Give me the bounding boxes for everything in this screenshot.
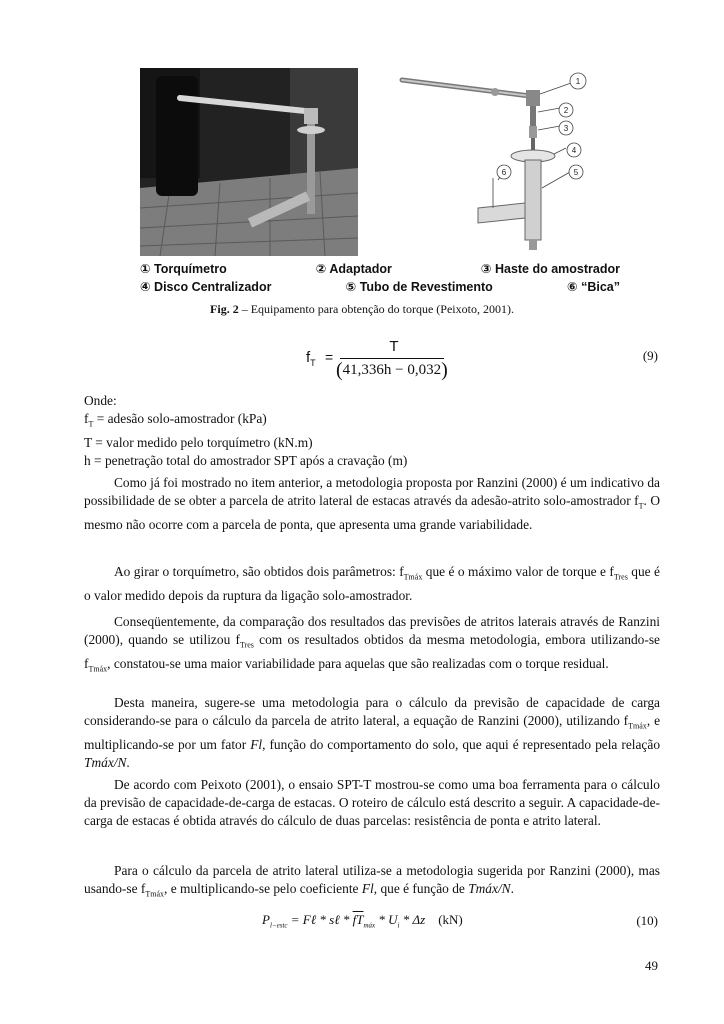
callout-1: 1 [575, 77, 581, 86]
equation-9-number: (9) [642, 348, 658, 363]
eq9-equals: = [325, 349, 334, 365]
definition-item: $f_T$ = adesão solo-amostrador (kPa) [84, 411, 267, 429]
eq9-lhs: $f_T$ [306, 349, 316, 368]
page-number: 49 [645, 958, 658, 973]
legend-item: ① Torquímetro [140, 262, 227, 276]
caption-text: – Equipamento para obtenção do torque (Peixoto, 2001). [238, 302, 514, 316]
definition-item: T = valor medido pelo torquímetro (kN.m) [84, 435, 313, 451]
callout-5: 5 [573, 168, 579, 177]
legend-item: ⑥ “Bica” [567, 280, 620, 294]
callout-3: 3 [563, 124, 569, 133]
equation-10-number: (10) [636, 913, 658, 928]
equation-9 [300, 336, 460, 382]
callout-4: 4 [571, 146, 577, 155]
paragraph-3: Conseqüentemente, da comparação dos resultados das previsões de atritos laterais através de Ranzini (2000), quando se utilizou $f_{Tres}$ com os resultados obtidos da mesma metodologia, embora utilizando-se $f_{Tmáx}$, constatou-se uma maior variabilidade para aquelas que são realizadas com o torque residual. [84, 614, 660, 674]
equipment-photo [140, 68, 358, 256]
figure-caption [0, 302, 724, 317]
legend-item: ③ Haste do amostrador [480, 262, 620, 276]
photo-illustration [140, 68, 358, 256]
legend-item: ② Adaptador [315, 262, 392, 276]
eq9-numerator: T [389, 338, 399, 355]
paragraph-6: Para o cálculo da parcela de atrito lateral utiliza-se a metodologia sugerida por Ranzini (2000), mas usando-se $f_{Tmáx}$, e multiplicando-se pelo coeficiente Fl, que é função de Tmáx/N. [84, 863, 660, 899]
legend-row [140, 278, 620, 296]
definitions-intro: Onde: [84, 393, 117, 408]
figure-legend [140, 260, 620, 296]
equation-10: $P_{l-estc}$ = Fℓ * sℓ * $\overline{fT}_{máx} * U_i$ * Δz (kN) [262, 912, 463, 930]
callout-6: 6 [501, 168, 507, 177]
caption-label: Fig. 2 [210, 302, 239, 316]
paragraph-4: Desta maneira, sugere-se uma metodologia para o cálculo da previsão de capacidade de carga considerando-se para o cálculo da parcela de atrito lateral, a equação de Ranzini (2000), utilizando $f_{Tmáx}$, e multiplicando-se por um fator Fl, função do comportamento do solo, que aqui é representado pela relação Tmáx/N. [84, 695, 661, 771]
definition-item: h = penetração total do amostrador SPT após a cravação (m) [84, 453, 408, 469]
paragraph-2: Ao girar o torquímetro, são obtidos dois parâmetros: $f_{Tmáx}$ que é o máximo valor de torque e $f_{Tres}$ que é o valor medido depois da ruptura da ligação solo-amostrador. [84, 564, 660, 603]
paragraph-1: Como já foi mostrado no item anterior, a metodologia proposta por Ranzini (2000) é um indicativo da possibilidade de se obter a parcela de atrito lateral de estacas através da adesão-atrito solo-amostrador $f_T$. O mesmo não ocorre com a parcela de ponta, que apresenta uma grande variabilidade. [84, 475, 660, 533]
legend-item: ⑤ Tubo de Revestimento [345, 280, 493, 294]
paragraph-5: De acordo com Peixoto (2001), o ensaio SPT-T mostrou-se como uma boa ferramenta para o cálculo da previsão de capacidade-de-carga de estacas. O roteiro de cálculo está descrito a seguir. A capacidade-de-carga de estacas é obtida através do cálculo de duas parcelas: resistência de ponta e atrito lateral. [84, 777, 660, 829]
callout-2: 2 [563, 106, 569, 115]
legend-item: ④ Disco Centralizador [140, 280, 272, 294]
definitions [84, 392, 660, 470]
schematic-illustration [390, 68, 620, 256]
eq10-unit: (kN) [438, 912, 463, 927]
legend-row [140, 260, 620, 278]
figure-equipment [140, 68, 620, 294]
eq9-denominator: (41,336h − 0,032) [336, 359, 448, 381]
equipment-drawing [390, 68, 620, 256]
